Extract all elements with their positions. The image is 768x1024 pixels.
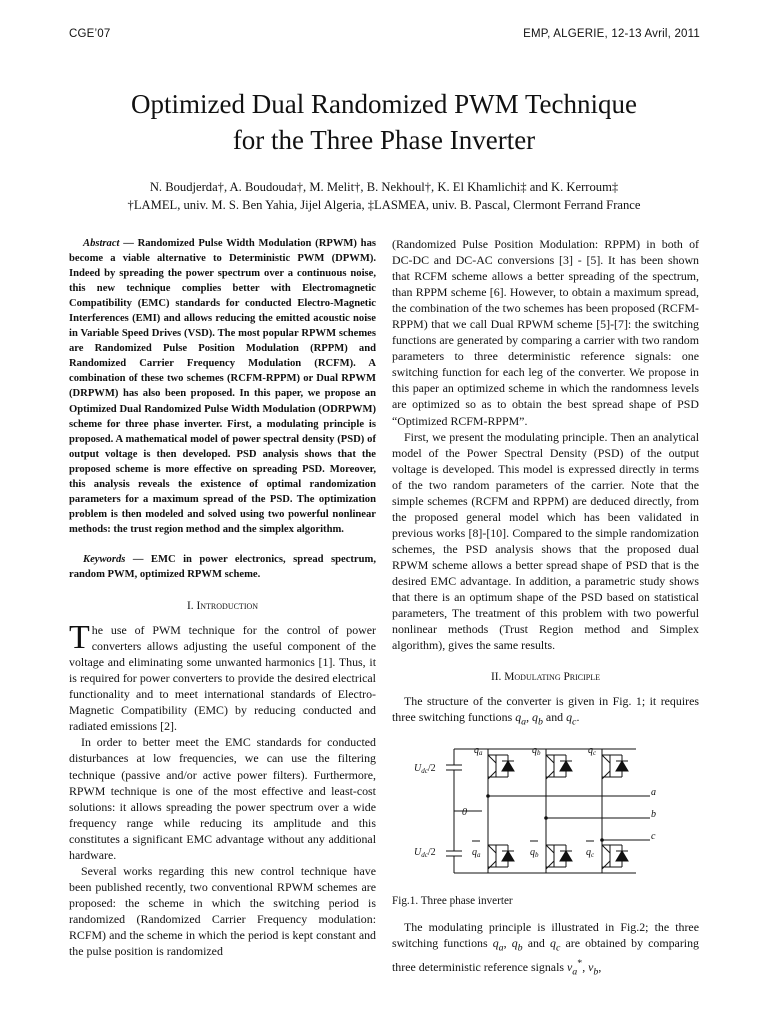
label-output-b: b (651, 808, 656, 820)
section-title: Modulating Priciple (504, 671, 601, 684)
separator: , (598, 960, 602, 975)
label-qc-top: $q_c$ (588, 744, 597, 757)
label-qb-top: $q_b$ (532, 744, 541, 757)
section-title: Introduction (196, 600, 259, 613)
label-qa-bottom: $q_a$ (472, 846, 481, 859)
section-number: I. (186, 600, 194, 613)
symbol-q: q (532, 710, 538, 725)
title-line-2: for the Three Phase Inverter (232, 125, 536, 155)
abstract (69, 236, 376, 537)
right-column (392, 236, 699, 981)
title-line-1: Optimized Dual Randomized PWM Technique (131, 89, 637, 119)
symbol-v: v (588, 960, 594, 975)
left-column (69, 236, 376, 959)
abstract-text: — Randomized Pulse Width Modulation (RPWM) has become a viable alternative to Deterministic PWM (DPWM). Indeed by spreading the power spectrum over a continuous noise, this new technique complies better with Electromagnetic Compatibility (EMC) standards for conducted Electro-Magnetic Interferences (EMI) and allows reducing the emitted acoustic noise in Variable Speed Drives (VSD). The most popular RPWM schemes are Randomized Pulse Position Modulation (RPPM) and Randomized Carrier Frequency Modulation (RCFM). A combination of these two schemes (RCFM-RPPM) or Dual RPWM (DRPWM) has also been proposed. In this paper, we propose an Optimized Dual Randomized Pulse Width Modulation (ODRPWM) scheme for three phase inverter. First, a modulating principle is proposed. A mathematical model of power spectral density (PSD) of output voltage is then developed. PSD analysis shows that the proposed scheme is more effective on spreading PSD. Moreover, this analysis reveals the existence of optimal randomization parameters for a maximum spread of the PSD. The optimization problem is then modeled and solved using two powerful nonlinear methods: the trust region method and the simplex algorithm. (69, 238, 376, 535)
separator: , (503, 935, 512, 950)
intro-paragraph-5: First, we present the modulating principle. Then an analytical model of the Power Spectral Density (PSD) of the output voltage is developed. This model is expressed directly in terms of the two random parameters of the carrier. Note that the simple schemes (RCFM and RPPM) are deduced directly, from the proposed general model which has been validated in previous works [8]-[10]. Compared to the simple randomization schemes, the PSD analysis shows that the proposed dual RPWM scheme allows a better spread shape of PSD that is the desired EMC advantage. In addition, a parametric study shows that there is an optimum shape of the PSD based on statistical parameters, The treatment of this problem with two powerful nonlinear methods (Trust Region method and Simplex algorithm), gives the same results. (392, 429, 699, 653)
symbol-sub: c (555, 942, 561, 954)
label-qa-top: $q_a$ (474, 744, 483, 757)
three-phase-inverter-figure (392, 741, 699, 887)
symbol-sub: b (538, 716, 543, 728)
figure-labels (414, 745, 656, 859)
intro-paragraph-1 (69, 619, 376, 734)
symbol-v: v (567, 960, 573, 975)
label-udc-top: $U_{dc}/2$ (414, 762, 436, 775)
switch-devices (472, 755, 628, 869)
symbol-q: q (566, 710, 573, 725)
label-output-a: a (651, 786, 656, 798)
symbol-q: q (550, 935, 556, 950)
header-conference: CGE’07 (69, 28, 111, 40)
section-heading-introduction (69, 598, 376, 614)
conjunction: and (542, 710, 567, 725)
modulating-paragraph-2-text-a: The modulating principle is illustrated in Fig.2; the three switching functions (392, 919, 699, 950)
section-heading-modulating (392, 669, 699, 685)
intro-paragraph-3: Several works regarding this new control technique have been published recently, two conventional RPWM schemes are proposed: the scheme in which the switching period is randomized (Randomized Carrier Frequency modulation: RCFM) and the scheme in which the period is kept constant and the pulse position is randomized (69, 863, 376, 959)
symbol-sub: a (498, 942, 504, 954)
intro-paragraph-2: In order to better meet the EMC standards for conducted disturbances at low frequencies, we can use the filtering technique (passive and/or active power filters). Furthermore, RPWM technique is one of the most effective and least-cost solutions: it allows spreading the power spectrum over a wide frequency range while reducing its amplitude and this constitutes a significant EMC advantage without any additional hardware. (69, 735, 376, 862)
abstract-label: Abstract (83, 238, 120, 249)
modulating-paragraph-1-text: The structure of the converter is given in Fig. 1; it requires three switching functions (392, 694, 699, 725)
separator: , (582, 960, 589, 975)
symbol-q: q (511, 935, 518, 950)
figure-1-caption: Fig.1. Three phase inverter (392, 894, 513, 907)
separator: , (526, 710, 533, 725)
symbol-star: * (577, 958, 583, 970)
label-qb-bottom: $q_b$ (530, 846, 539, 859)
keywords (69, 552, 376, 582)
author-names: N. Boudjerda†, A. Boudouda†, M. Melit†, B. Nekhoul†, K. El Khamlichi‡ and K. Kerroum‡ (149, 180, 619, 194)
author-affiliation: †LAMEL, univ. M. S. Ben Yahia, Jijel Algeria, ‡LASMEA, univ. B. Pascal, Clermont Ferrand France (127, 198, 641, 212)
section-number: II. (490, 671, 502, 684)
punctuation: . (576, 710, 580, 725)
symbol-sub: a (572, 966, 578, 978)
symbol-sub: c (572, 716, 577, 728)
label-node-0: 0 (462, 806, 467, 818)
symbol-q: q (492, 935, 499, 950)
symbol-sub: b (593, 966, 599, 978)
modulating-paragraph-1 (392, 693, 699, 730)
symbol-q: q (515, 710, 522, 725)
modulating-paragraph-2-text-b: are obtained by comparing three deterministic reference signals (392, 935, 699, 975)
label-udc-bottom: $U_{dc}/2$ (414, 846, 436, 859)
symbol-sub: a (521, 716, 527, 728)
label-output-c: c (651, 830, 656, 842)
label-qc-bottom: $q_c$ (586, 846, 595, 859)
modulating-paragraph-2 (392, 919, 699, 981)
author-block (40, 178, 728, 214)
drop-cap: T (69, 619, 90, 657)
header-venue: EMP, ALGERIE, 12-13 Avril, 2011 (523, 28, 700, 40)
symbol-sub: b (517, 942, 523, 954)
intro-paragraph-1-text: he use of PWM technique for the control of power converters allows adjusting the useful component of the voltage and eliminating some unwanted harmonics [1]. Thus, it is required for power converters to provide the desired electrical functionality and to meet international standards of Electro-Magnetic Compatibility (EMC) by reducing conducted and radiated emissions [2]. (69, 623, 376, 734)
conjunction: and (522, 935, 550, 950)
intro-paragraph-4: (Randomized Pulse Position Modulation: RPPM) in both of DC-DC and DC-AC conversions [3] - [5]. It has been shown that RCFM scheme allows a better spreading of the spectrum, than RPPM scheme [6]. However, to obtain a maximum spread, the combination of the two schemes has been proposed (RCFM-RPPM) that we call Dual RPWM scheme [5]-[7]: the switching functions are generated by comparing a carrier with two random parameters to three deterministic reference signals: one switching function for each leg of the converter. We propose in this paper an optimized scheme in which the randomness levels are optimized so as to obtain the best spread shape of PSD “Optimized RCFM-RPPM”. (392, 237, 699, 428)
paper-title (40, 86, 728, 158)
keywords-text: — EMC in power electronics, spread spectrum, random PWM, optimized RPWM scheme. (69, 553, 376, 580)
keywords-label: Keywords (83, 553, 126, 565)
